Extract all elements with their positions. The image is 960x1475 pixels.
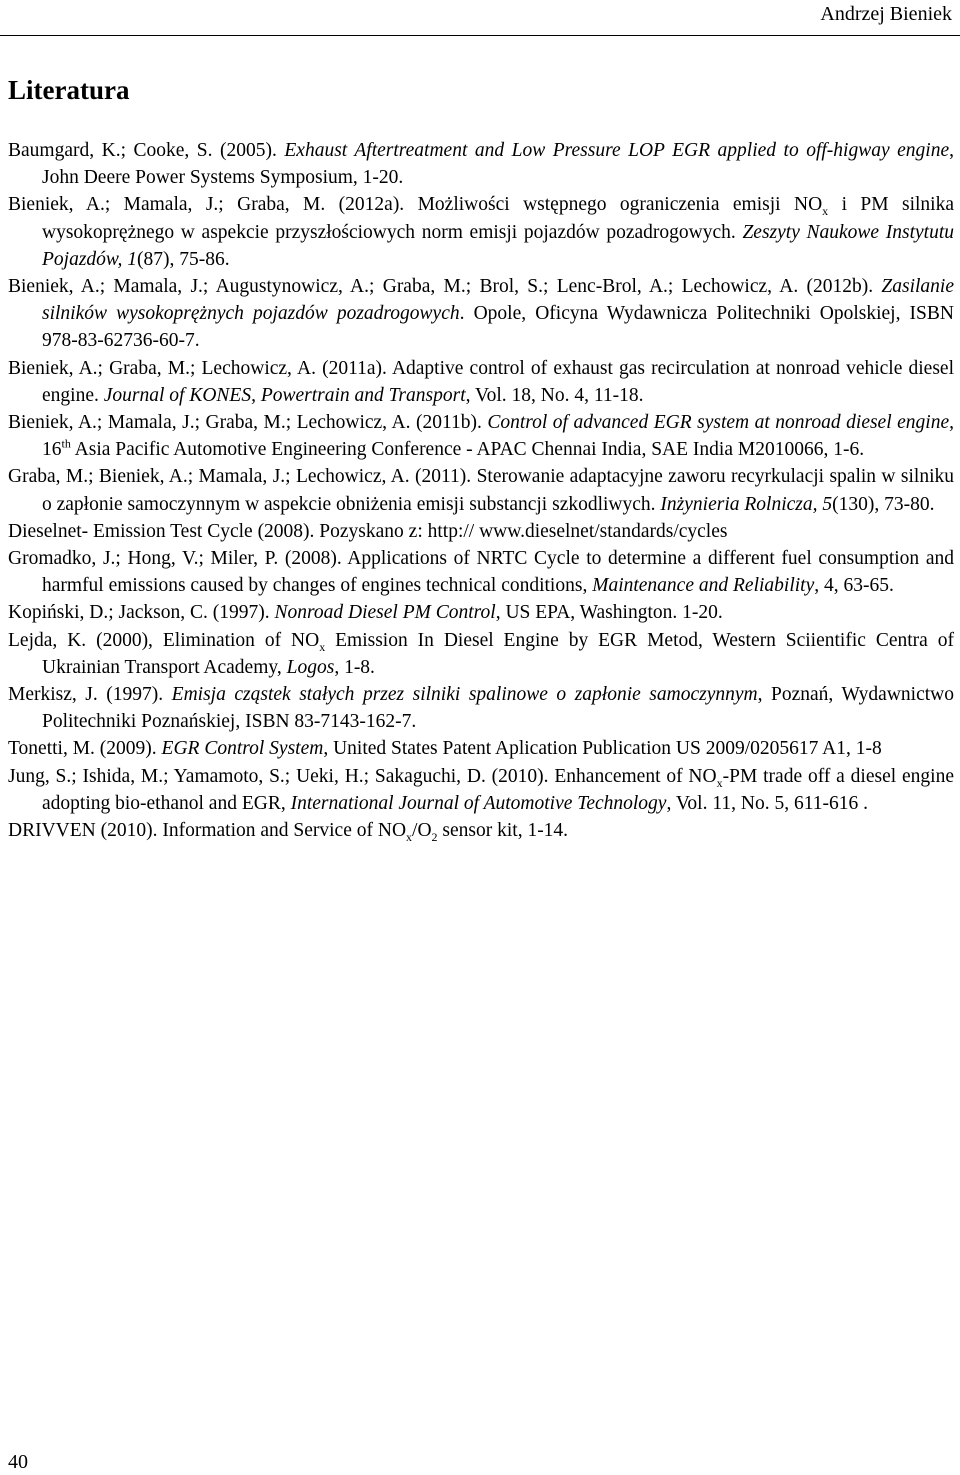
reference-text-run: (87), 75-86. (136, 248, 230, 270)
reference-text-run: Lejda, K. (2000), Elimination of NO (8, 629, 320, 651)
reference-text-run: , 4, 63-65. (814, 575, 894, 597)
reference-italic-run: Journal of KONES, Powertrain and Transport (103, 384, 466, 406)
reference-text-run: . Opole, Oficyna Wydawnicza Politechniki Opolskiej, ISBN 978-83-62736-60-7. (42, 303, 954, 352)
reference-text-run: Kopiński, D.; Jackson, C. (1997). (8, 602, 275, 624)
reference-text-run: sensor kit, 1-14. (437, 820, 569, 842)
running-header (0, 0, 960, 40)
reference-item (8, 137, 954, 191)
reference-text-run: Emission In Diesel Engine by EGR Metod, Western Sciientific Centra of Ukrainian Transport Academy, (42, 629, 954, 678)
reference-subscript: 2 (431, 829, 438, 844)
reference-text-run: Bieniek, A.; Graba, M.; Lechowicz, A. (2011a). Adaptive control of exhaust gas recirculation at nonroad vehicle diesel engine. (8, 357, 954, 406)
reference-text-run: Dieselnet- Emission Test Cycle (2008). Pozyskano z: http:// www.dieselnet/standards/cycles (8, 520, 728, 542)
reference-text-run: Baumgard, K.; Cooke, S. (2005). (8, 140, 285, 161)
reference-text-run: , 1-8. (334, 656, 375, 678)
reference-text-run: Jung, S.; Ishida, M.; Yamamoto, S.; Ueki, H.; Sakaguchi, D. (2010). Enhancement of NO (8, 765, 717, 787)
reference-item (8, 735, 954, 762)
reference-italic-run: Zeszyty Naukowe Instytutu Pojazdów, 1 (42, 221, 954, 270)
reference-text-run: Merkisz, J. (1997). (8, 684, 172, 706)
reference-item (8, 545, 954, 599)
reference-italic-run: Emisja cząstek stałych przez silniki spalinowe o zapłonie samoczynnym (171, 684, 758, 706)
reference-text-run: , Vol. 11, No. 5, 611-616 . (666, 792, 868, 814)
reference-text-run: (130), 73-80. (832, 493, 935, 515)
reference-text-run: , John Deere Power Systems Symposium, 1-20. (42, 140, 954, 189)
reference-list (8, 137, 954, 844)
reference-item (8, 463, 954, 517)
reference-text-run: Graba, M.; Bieniek, A.; Mamala, J.; Lechowicz, A. (2011). Sterowanie adaptacyjne zaworu recyrkulacji spalin w silniku o zapłonie samoczynnym w aspekcie obniżenia emisji substancji szkodliwych. (8, 466, 954, 515)
reference-text-run: , United States Patent Aplication Publication US 2009/0205617 A1, 1-8 (323, 738, 882, 760)
reference-text-run: /O (412, 820, 432, 842)
section-title: Literatura (8, 75, 130, 105)
page-number: 40 (8, 1451, 28, 1473)
reference-item (8, 681, 954, 735)
reference-italic-run: Control of advanced EGR system at nonroad diesel engine, (487, 412, 954, 434)
reference-italic-run: Exhaust Aftertreatment and Low Pressure LOP EGR applied to off-higway engine (284, 140, 950, 161)
reference-italic-run: International Journal of Automotive Technology (290, 792, 667, 814)
reference-text-run: , US EPA, Washington. 1-20. (495, 602, 723, 624)
reference-item (8, 763, 954, 817)
reference-item (8, 273, 954, 355)
header-rule (0, 35, 960, 36)
reference-text-run: -PM trade off a diesel engine adopting bio-ethanol and EGR, (42, 765, 954, 814)
reference-italic-run: Logos (286, 656, 335, 678)
reference-text-run: Gromadko, J.; Hong, V.; Miler, P. (2008). Applications of NRTC Cycle to determine a different fuel consumption and harmful emissions caused by changes of engines technical conditions, (8, 548, 954, 597)
reference-italic-run: Nonroad Diesel PM Control (274, 602, 496, 624)
reference-item (8, 355, 954, 409)
reference-subscript: x (822, 204, 829, 219)
reference-subscript: x (319, 639, 326, 654)
reference-item (8, 627, 954, 681)
reference-subscript: x (716, 775, 723, 790)
reference-text-run: Asia Pacific Automotive Engineering Conference - APAC Chennai India, SAE India M2010066, 1-6. (70, 439, 865, 461)
reference-item (8, 409, 954, 463)
reference-item (8, 191, 954, 273)
reference-text-run: Bieniek, A.; Mamala, J.; Graba, M.; Lechowicz, A. (2011b). (8, 412, 488, 434)
reference-superscript: th (61, 436, 71, 451)
reference-italic-run: Maintenance and Reliability (592, 575, 815, 597)
reference-italic-run: Zasilanie silników wysokoprężnych pojazdów pozadrogowych (42, 276, 954, 325)
reference-item (8, 817, 954, 844)
reference-italic-run: Inżynieria Rolnicza, 5 (660, 493, 833, 515)
reference-text-run: , Poznań, Wydawnictwo Politechniki Poznańskiej, ISBN 83-7143-162-7. (42, 684, 954, 733)
reference-italic-run: EGR Control System (161, 738, 324, 760)
reference-subscript: x (406, 829, 413, 844)
reference-text-run: , Vol. 18, No. 4, 11-18. (465, 384, 644, 406)
reference-item (8, 599, 954, 626)
reference-text-run: Bieniek, A.; Mamala, J.; Augustynowicz, A.; Graba, M.; Brol, S.; Lenc-Brol, A.; Lechowicz, A. (2012b). (8, 276, 882, 298)
reference-item (8, 518, 954, 545)
reference-text-run: Tonetti, M. (2009). (8, 738, 162, 760)
reference-text-run: 16 (42, 439, 62, 461)
reference-text-run: Bieniek, A.; Mamala, J.; Graba, M. (2012a). Możliwości wstępnego ograniczenia emisji NO (8, 194, 823, 216)
header-author: Andrzej Bieniek (820, 3, 952, 25)
reference-text-run: DRIVVEN (2010). Information and Service of NO (8, 820, 407, 842)
reference-text-run: i PM silnika wysokoprężnego w aspekcie przyszłościowych norm emisji pojazdów pozadrogowych. (42, 194, 954, 243)
